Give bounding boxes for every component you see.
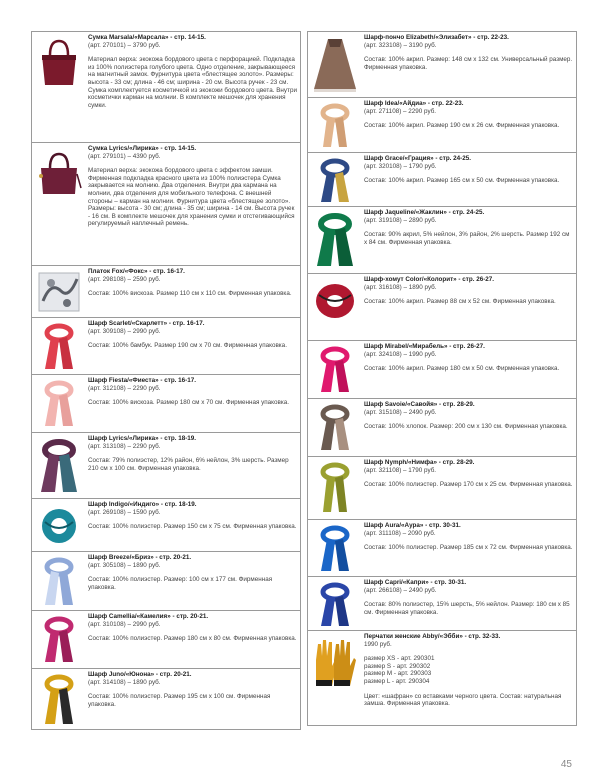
- product-description: Цвет: «шафран» со вставками черного цвета. Состав: натуральная замша. Фирменная упаковка.: [364, 692, 562, 708]
- product-entry: [307, 206, 577, 274]
- product-title: Шарф Camellia/«Камелия» - стр. 20-21.: [88, 613, 209, 620]
- product-title: Шарф Breeze/«Бриз» - стр. 20-21.: [88, 554, 192, 561]
- right-column: [307, 31, 577, 725]
- product-description: Состав: 100% акрил. Размер 165 см х 50 см. Фирменная упаковка.: [364, 177, 560, 185]
- scarf-icon: [35, 504, 83, 548]
- product-title: Шарф Idea/«Айдиа» - стр. 22-23.: [364, 100, 464, 107]
- handbag-icon: [35, 148, 83, 200]
- product-article: (арт. 279101) – 4390 руб.: [88, 152, 161, 160]
- product-description: Состав: 100% бамбук. Размер 190 см х 70 см. Фирменная упаковка.: [88, 342, 287, 350]
- product-title: Шарф-хомут Color/«Колорит» - стр. 26-27.: [364, 276, 495, 283]
- scarf-icon: [311, 346, 359, 394]
- product-description: Состав: 100% полиэстер. Размер 180 см х 80 см. Фирменная упаковка.: [88, 635, 297, 643]
- product-description: Состав: 100% хлопок. Размер: 200 см х 130 см. Фирменная упаковка.: [364, 423, 568, 431]
- product-description: Состав: 100% полиэстер. Размер 195 см х 100 см. Фирменная упаковка.: [88, 693, 271, 708]
- scarf-icon: [311, 525, 359, 573]
- scarf-icon: [311, 404, 359, 452]
- product-entry: [31, 374, 301, 433]
- product-entry: [307, 97, 577, 153]
- product-description: Состав: 100% акрил. Размер: 148 см х 132 см. Универсальный размер. Фирменная упаковка.: [364, 56, 573, 71]
- left-column: [31, 31, 301, 729]
- product-article: (арт. 319108) – 2890 руб.: [364, 216, 437, 224]
- product-article: (арт. 312108) – 2290 руб.: [88, 384, 161, 392]
- product-title: Шарф Savoie/«Савойя» - стр. 28-29.: [364, 401, 475, 408]
- scarf-icon: [311, 462, 359, 514]
- product-entry: [31, 498, 301, 552]
- product-entry: [307, 273, 577, 341]
- product-description: Состав: 100% акрил. Размер 180 см х 50 см. Фирменная упаковка.: [364, 365, 560, 373]
- product-description: Состав: 100% вискоза. Размер 180 см х 70 см. Фирменная упаковка.: [88, 399, 290, 407]
- scarf-icon: [35, 380, 83, 428]
- product-title: Шарф Aura/«Аура» - стр. 30-31.: [364, 522, 461, 529]
- product-title: Шарф Fiesta/«Фиеста» - стр. 16-17.: [88, 377, 197, 384]
- product-title: Платок Fox/«Фокс» - стр. 16-17.: [88, 268, 185, 275]
- product-title: Сумка Marsala/«Марсала» - стр. 14-15.: [88, 34, 206, 41]
- size-line: размер M - арт. 290303: [364, 670, 432, 678]
- product-entry: [307, 456, 577, 520]
- product-article: (арт. 269108) – 1590 руб.: [88, 508, 161, 516]
- product-description: Материал верха: экокожа бордового цвета с эффектом замши. Фирменная подкладка красного цвета из 100% полиэстера Сумка закрывается на молнию. Два отделения. Внутри два кармана на молнии, два отделения для мобильного телефона. С внешней стороны – карман на молнии. Фурнитура цвета «блестящее золото». Размеры: высота - 30 см; длина - 35 см; ширина - 14 см. Высота ручек - 16 см. В комплекте мешочек для хранения сумки и отстегивающийся регулируемый наплечный ремень.: [88, 167, 295, 228]
- product-entry: [307, 340, 577, 399]
- product-article: (арт. 313108) – 2290 руб.: [88, 442, 161, 450]
- product-article: (арт. 316108) – 1890 руб.: [364, 283, 437, 291]
- scarf-icon: [35, 674, 83, 726]
- size-line: размер XS - арт. 290301: [364, 655, 435, 663]
- product-title: Шарф Grace/«Грация» - стр. 24-25.: [364, 155, 472, 162]
- product-description: Состав: 100% полиэстер. Размер 185 см х 72 см. Фирменная упаковка.: [364, 544, 573, 552]
- product-article: (арт. 324108) – 1990 руб.: [364, 350, 437, 358]
- product-title: Шарф Scarlet/«Скарлетт» - стр. 16-17.: [88, 320, 205, 327]
- product-article: (арт. 314108) – 1890 руб.: [88, 678, 161, 686]
- product-article: (арт. 298108) – 2590 руб.: [88, 275, 161, 283]
- scarf-icon: [35, 438, 83, 494]
- size-line: размер S - арт. 290302: [364, 662, 431, 670]
- product-article: (арт. 310108) – 2990 руб.: [88, 620, 161, 628]
- product-entry: [307, 152, 577, 207]
- product-description: Состав: 80% полиэстер, 15% шерсть, 5% нейлон. Размер: 180 см х 85 см. Фирменная упаковка.: [364, 601, 570, 616]
- page-number: 45: [560, 759, 572, 770]
- scarf-icon: [311, 103, 359, 149]
- product-entry: [31, 142, 301, 266]
- product-description: Состав: 90% акрил, 5% нейлон, 3% район, 2% шерсть. Размер 192 см х 84 см. Фирменная упаковка.: [364, 231, 570, 246]
- product-title: Шарф Mirabel/«Мирабель» - стр. 26-27.: [364, 343, 485, 350]
- size-line: размер L - арт. 290304: [364, 677, 430, 685]
- product-article: (арт. 305108) – 1890 руб.: [88, 561, 161, 569]
- product-article: (арт. 270101) – 3790 руб.: [88, 41, 161, 49]
- scarf-icon: [35, 557, 83, 607]
- product-article: (арт. 266108) – 2490 руб.: [364, 586, 437, 594]
- product-entry: [31, 551, 301, 611]
- product-article: (арт. 320108) – 1790 руб.: [364, 162, 437, 170]
- poncho-icon: [311, 37, 359, 93]
- product-title: Перчатки женские Abby/«Эбби» - стр. 32-33.: [364, 633, 501, 640]
- product-description: Состав: 100% вискоза. Размер 110 см х 110 см. Фирменная упаковка.: [88, 290, 292, 298]
- gloves-icon: [311, 636, 359, 688]
- scarf-icon: [311, 158, 359, 204]
- product-entry: [307, 31, 577, 98]
- product-title: Шарф Capri/«Капри» - стр. 30-31.: [364, 579, 467, 586]
- product-entry: [31, 31, 301, 143]
- product-title: Шарф Juno/«Юнона» - стр. 20-21.: [88, 671, 192, 678]
- product-title: Шарф Lyrics/«Лирика» - стр. 18-19.: [88, 435, 197, 442]
- product-description: Состав: 100% акрил. Размер 190 см х 26 см. Фирменная упаковка.: [364, 122, 560, 130]
- scarf-icon: [35, 271, 83, 313]
- product-entry: [307, 519, 577, 577]
- scarf-icon: [311, 212, 359, 268]
- product-description: Состав: 100% полиэстер. Размер 170 см х 25 см. Фирменная упаковка.: [364, 481, 573, 489]
- product-description: Состав: 100% акрил. Размер 88 см х 52 см. Фирменная упаковка.: [364, 298, 556, 306]
- scarf-icon: [311, 582, 359, 628]
- product-description: Состав: 100% полиэстер. Размер: 100 см х 177 см. Фирменная упаковка.: [88, 576, 273, 591]
- product-article: (арт. 315108) – 2490 руб.: [364, 408, 437, 416]
- product-entry: [307, 630, 577, 726]
- product-article: (арт. 271108) – 2290 руб.: [364, 107, 437, 115]
- product-price: 1990 руб.: [364, 640, 392, 648]
- product-description: Состав: 100% полиэстер. Размер 150 см х 75 см. Фирменная упаковка.: [88, 523, 297, 531]
- product-article: (арт. 323108) – 3190 руб.: [364, 41, 437, 49]
- handbag-icon: [35, 37, 83, 87]
- snood-icon: [311, 279, 359, 323]
- product-title: Шарф Indigo/«Индиго» - стр. 18-19.: [88, 501, 197, 508]
- product-article: (арт. 309108) – 2990 руб.: [88, 327, 161, 335]
- product-entry: [307, 576, 577, 631]
- product-description: Материал верха: экокожа бордового цвета с перфорацией. Подкладка из 100% полиэстера голубого цвета. Одно отделение, закрывающееся на магнитный замок. Фурнитура цвета «блестящее золото». Размеры: высота - 33 см; длина - 46 см; ширина - 20 см. Высота ручек - 23 см. Сумка комплектуется косметичкой из экокожи бордового цвета. Внутри косметички карман на молнии. В комплекте мешочек для хранения сумки.: [88, 56, 297, 109]
- product-entry: [31, 432, 301, 499]
- product-title: Шарф Jaqueline/«Жаклин» - стр. 24-25.: [364, 209, 485, 216]
- product-entry: [31, 668, 301, 730]
- scarf-icon: [35, 616, 83, 664]
- product-article: (арт. 311108) – 2090 руб.: [364, 529, 436, 537]
- product-title: Шарф Nymph/«Нимфа» - стр. 28-29.: [364, 459, 475, 466]
- product-description: Состав: 79% полиэстер, 12% район, 6% нейлон, 3% шерсть. Размер 210 см х 100 см. Фирменная упаковка.: [88, 457, 289, 472]
- product-title: Шарф-пончо Elizabeth/«Элизабет» - стр. 22-23.: [364, 34, 509, 41]
- scarf-icon: [35, 323, 83, 371]
- product-entry: [307, 398, 577, 457]
- product-entry: [31, 610, 301, 669]
- product-entry: [31, 317, 301, 375]
- product-title: Сумка Lyrics/«Лирика» - стр. 14-15.: [88, 145, 197, 152]
- product-article: (арт. 321108) – 1790 руб.: [364, 466, 437, 474]
- product-entry: [31, 265, 301, 318]
